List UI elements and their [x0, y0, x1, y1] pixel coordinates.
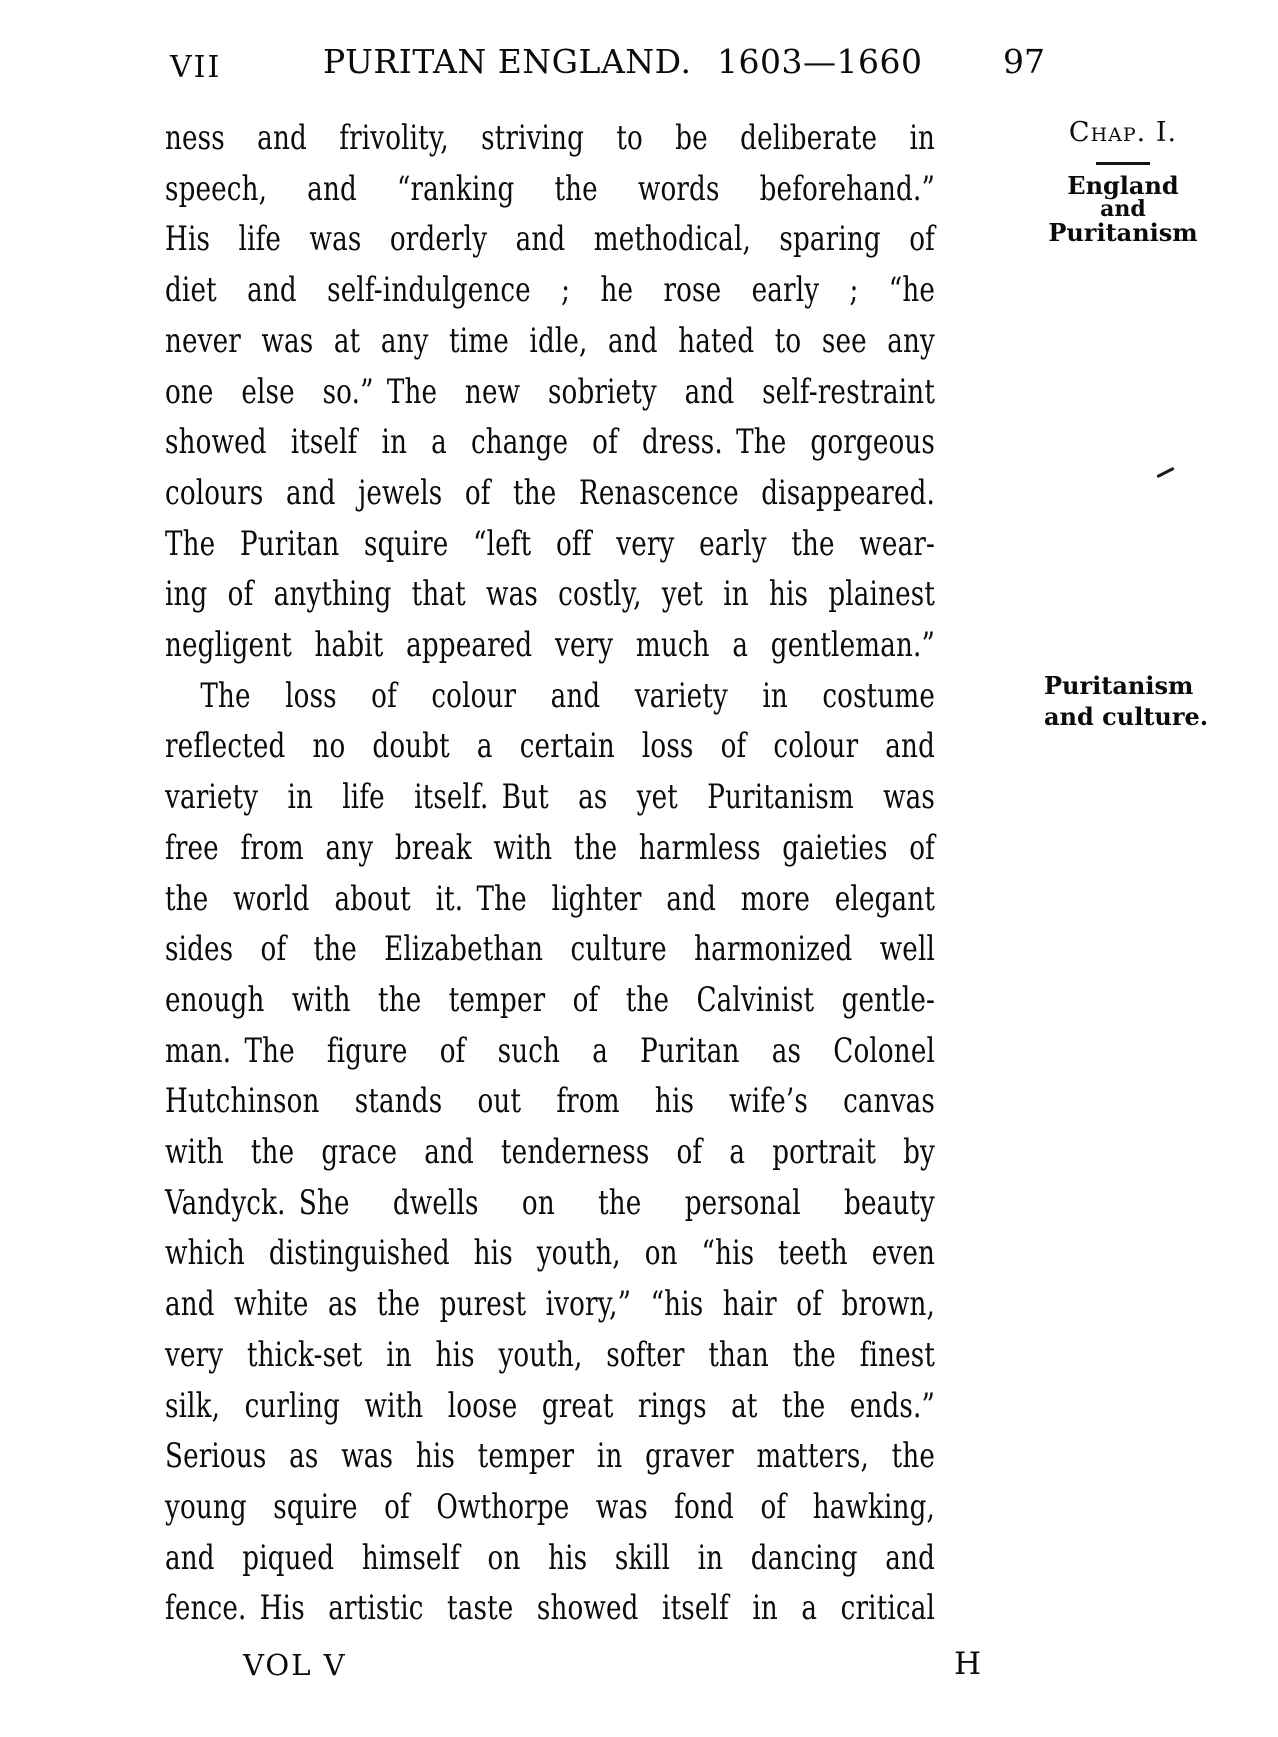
text-line: diet and self-indulgence ; he rose early ; “he [165, 270, 935, 311]
text-line: the world about it. The lighter and more elegant [165, 878, 935, 919]
running-dates: 1603—1660 [717, 42, 923, 81]
text-line: Vandyck. She dwells on the personal beauty [165, 1182, 935, 1223]
margin-section-line: and [1100, 196, 1146, 222]
margin-note-chapter [1038, 118, 1208, 245]
text-line: fence. His artistic taste showed itself in a critical [165, 1588, 935, 1629]
text-line: never was at any time idle, and hated to see any [165, 320, 935, 361]
text-line: variety in life itself. But as yet Puritanism was [165, 777, 935, 818]
text-line: and piqued himself on his skill in dancing and [165, 1537, 935, 1578]
text-line: ing of anything that was costly, yet in his plainest [165, 574, 935, 615]
text-line: The Puritan squire “left off very early the wear- [165, 523, 935, 564]
text-line: colours and jewels of the Renascence disappeared. [165, 472, 935, 513]
text-line: The loss of colour and variety in costume [200, 675, 936, 716]
body-text [165, 113, 935, 1634]
text-line: one else so.” The new sobriety and self-restraint [165, 371, 935, 412]
printers-signature: H [954, 1646, 982, 1682]
text-line: free from any break with the harmless gaieties of [165, 827, 935, 868]
chapter-label: Chap. I. [1068, 117, 1178, 148]
text-line: man. The figure of such a Puritan as Colonel [165, 1030, 935, 1071]
text-line: young squire of Owthorpe was fond of hawking, [165, 1486, 935, 1527]
chapter-folio: VII [170, 50, 222, 85]
margin-rule [1096, 162, 1150, 165]
text-line: enough with the temper of the Calvinist gentle- [165, 979, 935, 1020]
text-line: with the grace and tenderness of a portrait by [165, 1132, 935, 1173]
text-line: reflected no doubt a certain loss of colour and [165, 726, 935, 767]
text-line: ness and frivolity, striving to be deliberate in [165, 118, 935, 158]
text-line: showed itself in a change of dress. The gorgeous [165, 422, 935, 463]
margin-section-line: Puritanism [1048, 218, 1198, 247]
text-line: silk, curling with loose great rings at the ends.” [165, 1385, 935, 1426]
text-line: and white as the purest ivory,” “his hair of brown, [165, 1284, 935, 1325]
text-line: which distinguished his youth, on “his teeth even [165, 1233, 935, 1274]
text-line: Serious as was his temper in graver matters, the [165, 1436, 935, 1477]
scan-artifact [1156, 467, 1174, 478]
text-line: His life was orderly and methodical, sparing of [165, 219, 935, 260]
margin-culture-line: and culture. [1044, 702, 1209, 731]
text-line: Hutchinson stands out from his wife’s canvas [165, 1081, 935, 1122]
margin-culture-line: Puritanism [1044, 671, 1194, 700]
margin-section-line: England [1067, 171, 1179, 200]
running-title: PURITAN ENGLAND. [323, 42, 692, 81]
margin-note-culture [1044, 670, 1234, 732]
text-line: negligent habit appeared very much a gentleman.” [165, 625, 935, 666]
text-line: very thick-set in his youth, softer than the finest [165, 1334, 935, 1375]
page-number: 97 [1003, 42, 1045, 81]
text-line: sides of the Elizabethan culture harmonized well [165, 929, 935, 970]
text-line: speech, and “ranking the words beforehand.” [165, 168, 935, 209]
volume-label: VOL V [243, 1648, 347, 1682]
